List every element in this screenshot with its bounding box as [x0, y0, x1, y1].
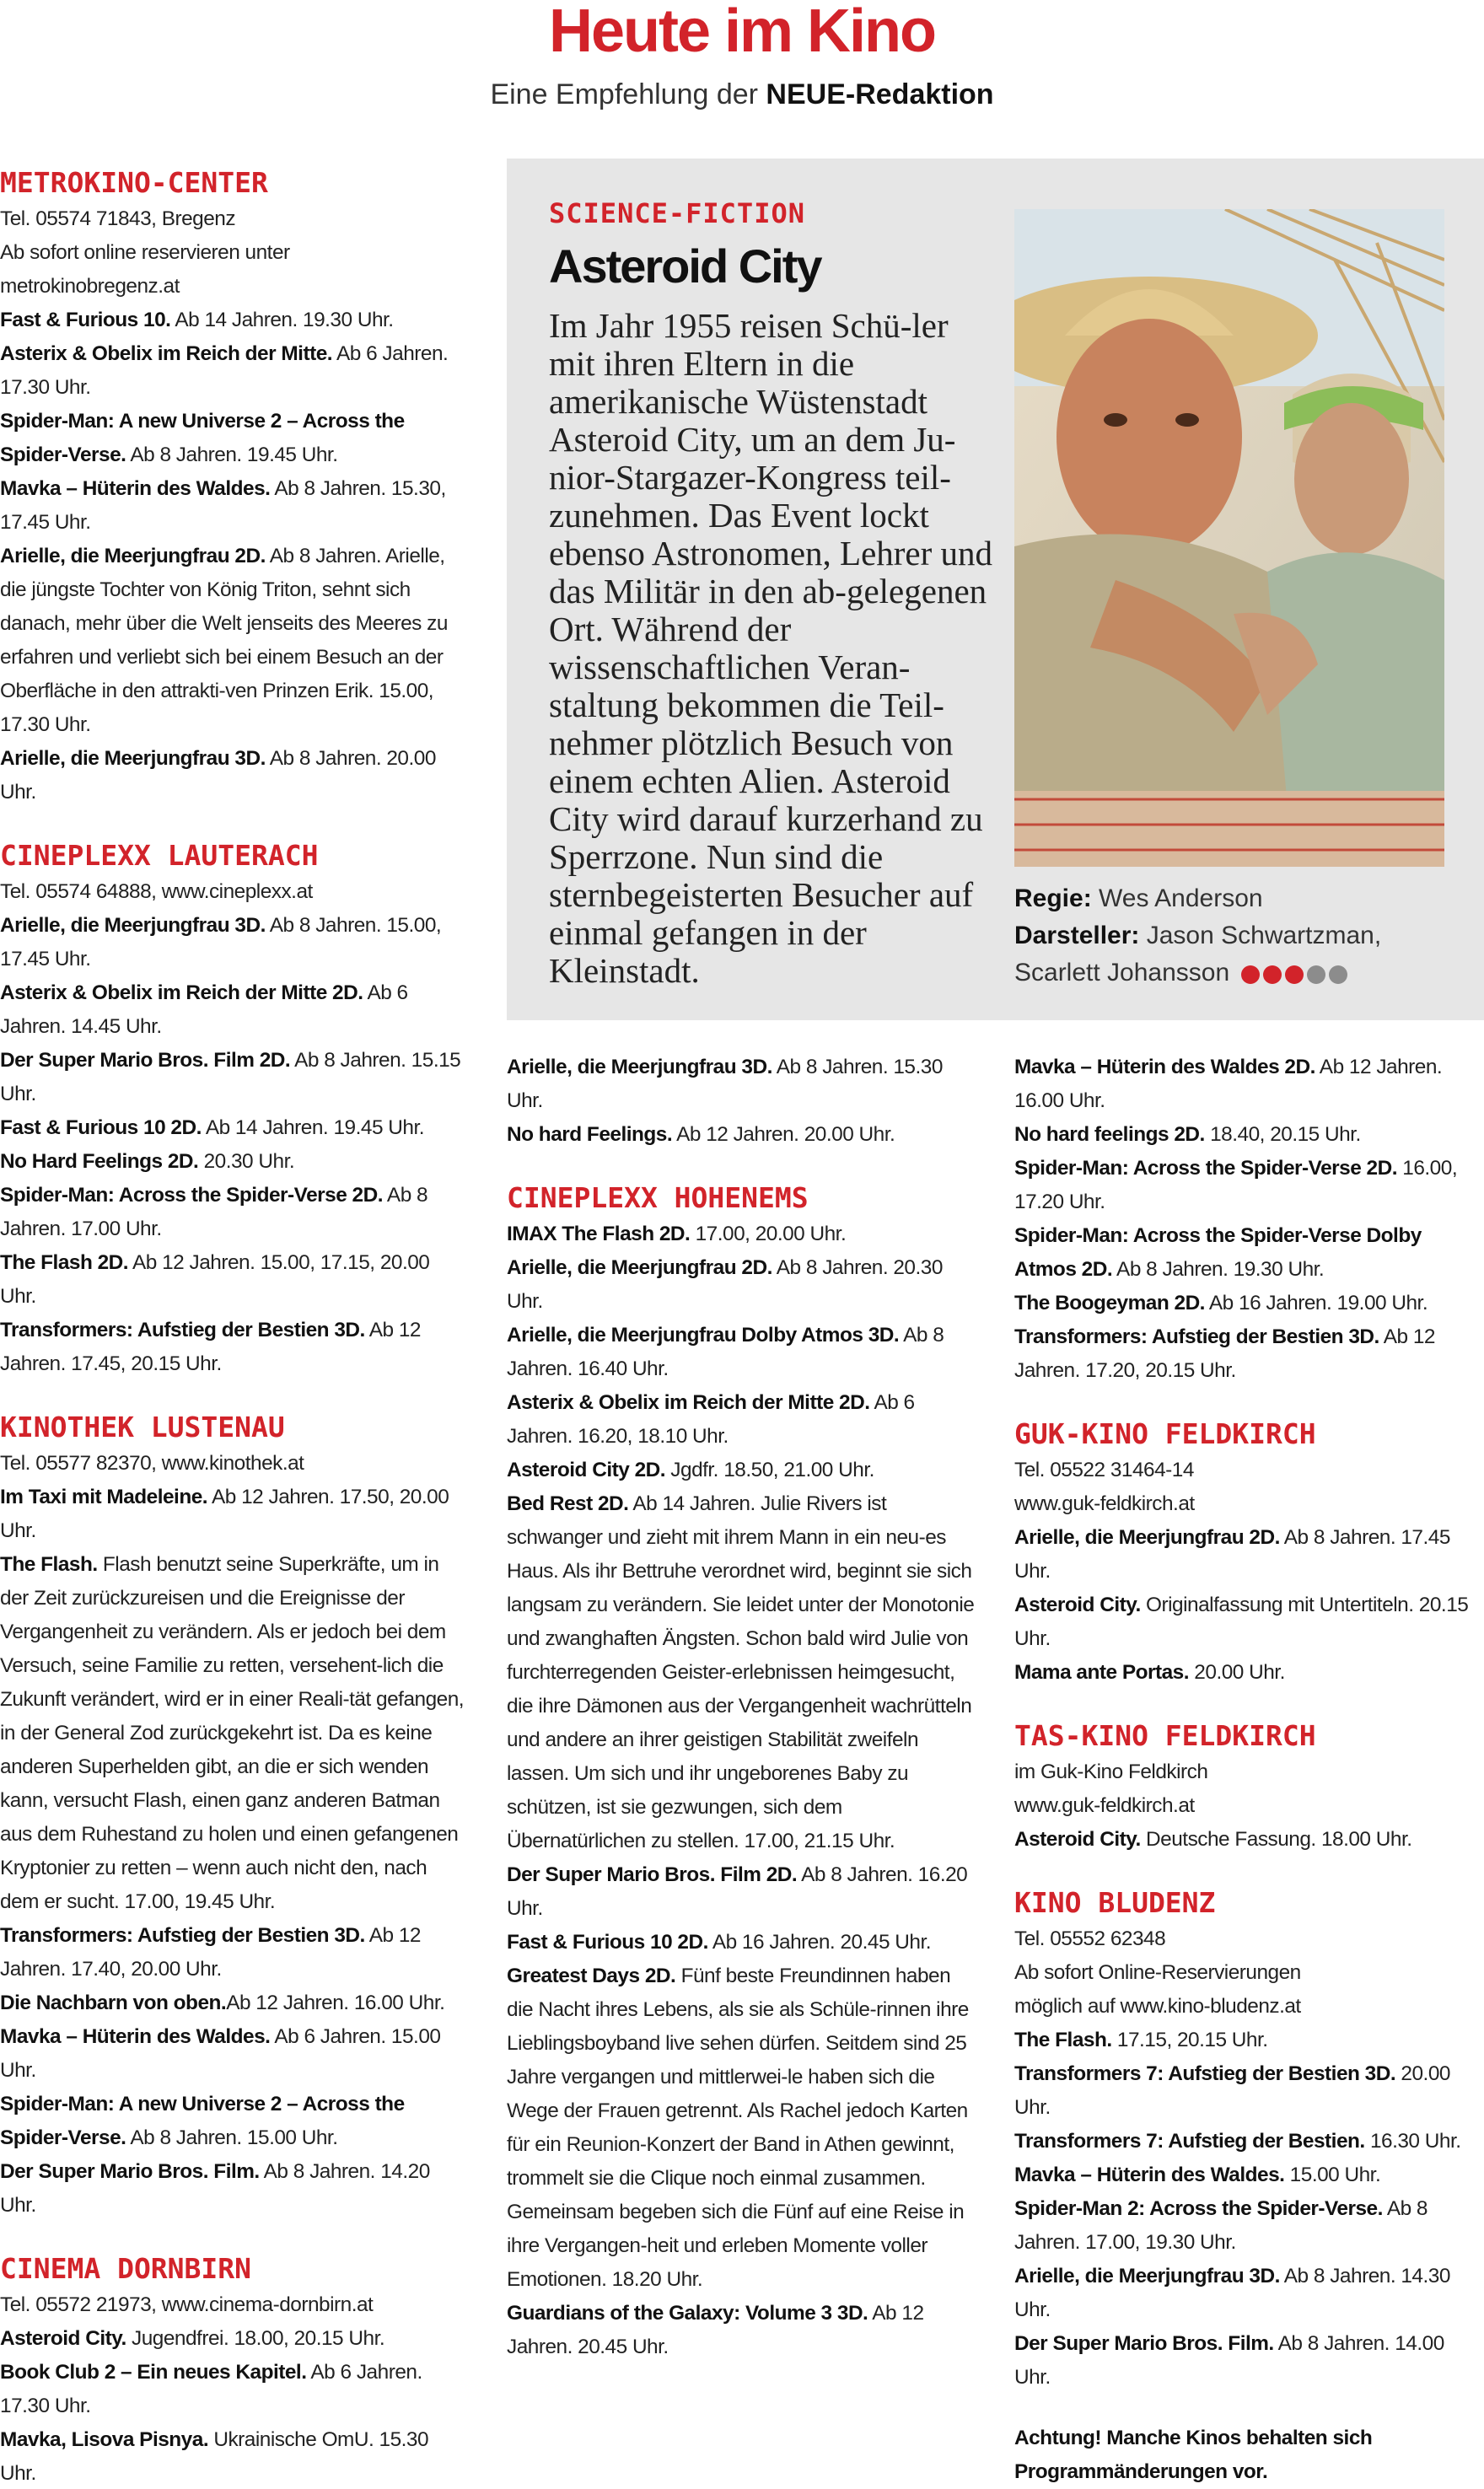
movie-listing — [507, 1386, 979, 1454]
rating-dot-empty — [1329, 965, 1347, 984]
movie-title: Asteroid City. — [0, 2327, 126, 2350]
cinema-info: Ab sofort Online-Reservierungen — [1014, 1961, 1301, 1984]
movie-title: Guardians of the Galaxy: Volume 3 3D. — [507, 2302, 868, 2325]
movie-info: Ab 8 Jahren. 15.30, 17.45 Uhr. — [0, 477, 446, 534]
movie-listing — [1014, 2158, 1484, 2192]
movie-listing — [0, 540, 465, 742]
movie-info: Ukrainische OmU. 15.30 Uhr. — [0, 2428, 429, 2485]
movie-listing — [1014, 1051, 1484, 1118]
page-title: Heute im Kino — [548, 0, 936, 65]
movie-title: Mavka – Hüterin des Waldes. — [1014, 2164, 1285, 2186]
movie-listing — [1014, 1320, 1484, 1388]
movie-title: Arielle, die Meerjungfrau 3D. — [1014, 2265, 1280, 2287]
movie-listing — [0, 976, 465, 1044]
movie-title: No hard Feelings. — [507, 1123, 673, 1146]
movie-listing — [507, 1454, 979, 1487]
movie-listing — [0, 1111, 465, 1145]
movie-listing — [507, 1051, 979, 1118]
movie-title: Bed Rest 2D. — [507, 1492, 629, 1515]
movie-info: Ab 12 Jahren. 20.45 Uhr. — [507, 2302, 924, 2358]
movie-listing — [0, 2322, 465, 2356]
feature-box — [507, 159, 1484, 1020]
movie-listing — [1014, 1219, 1484, 1287]
movie-info: Ab 8 Jahren. 20.30 Uhr. — [507, 1256, 943, 1313]
movie-title: Spider-Man: Across the Spider-Verse 2D. — [0, 1184, 383, 1207]
movie-title: The Flash 2D. — [0, 1251, 129, 1274]
movie-info: 15.00 Uhr. — [1284, 2164, 1381, 2186]
movie-listing — [0, 1548, 465, 1919]
movie-title: Fast & Furious 10 2D. — [507, 1931, 708, 1954]
movie-listing — [0, 304, 465, 337]
cinema-name: CINEMA DORNBIRN — [0, 2252, 252, 2285]
feature-description: Im Jahr 1955 reisen Schü-ler mit ihren Eltern in die amerikanische Wüstenstadt Asteroid City, um an dem Ju-nior-Stargazer-Kongress teil-zunehmen. Das Event lockt ebenso Astronomen, Lehrer und das Militär in den ab-gelegenen Ort. Während der wissenschaftlichen Veran-staltung bekommen die Teil-nehmer plötzlich Besuch von einem echten Alien. Asteroid City wird darauf kurzerhand zu Sperrzone. Nun sind die sternbegeisterten Besucher auf einmal gefangen in der Kleinstadt. — [549, 306, 993, 990]
movie-title: Mavka – Hüterin des Waldes. — [0, 2025, 271, 2048]
listing-column-2 — [507, 1051, 979, 2364]
movie-info: 17.15, 20.15 Uhr. — [1111, 2029, 1268, 2051]
movie-title: Arielle, die Meerjungfrau 2D. — [1014, 1526, 1280, 1549]
movie-listing — [1014, 1521, 1484, 1589]
movie-info: Ab 8 Jahren. 16.20 Uhr. — [507, 1863, 968, 1920]
movie-listing — [0, 1246, 465, 1314]
movie-title: Mavka – Hüterin des Waldes 2D. — [1014, 1056, 1315, 1078]
cinema-name: KINOTHEK LUSTENAU — [0, 1411, 285, 1443]
movie-listing — [1014, 1118, 1484, 1152]
listing-column-3 — [1014, 1051, 1484, 2489]
movie-title: Der Super Mario Bros. Film 2D. — [0, 1049, 291, 1072]
movie-title: Arielle, die Meerjungfrau 3D. — [507, 1056, 772, 1078]
movie-info: 20.30 Uhr. — [198, 1150, 295, 1173]
movie-title: Greatest Days 2D. — [507, 1965, 676, 1987]
movie-listing — [1014, 2260, 1484, 2327]
movie-listing — [1014, 2057, 1484, 2125]
movie-info: Jugendfrei. 18.00, 20.15 Uhr. — [126, 2327, 385, 2350]
movie-title: Arielle, die Meerjungfrau 2D. — [0, 545, 266, 567]
movie-title: Book Club 2 – Ein neues Kapitel. — [0, 2361, 307, 2384]
movie-info: Ab 14 Jahren. Julie Rivers ist schwanger und zieht mit ihrem Mann in ein neu-es Haus. Als ihr Bettruhe verordnet wird, beginnt sie sich langsam zu verändern. Sie leidet unter der Monotonie und zwanghaften Ängsten. Schon bald wird Julie von furchterregenden Geister-erlebnissen heimgesucht, die ihre Dämonen aus der Vergangenheit wachrütteln und andere an ihrer geistigen Stabilität zweifeln lassen. Um sich und ihr ungeborenes Baby zu schützen, ist sie gezwungen, sich dem Übernatürlichen zu stellen. 17.00, 21.15 Uhr. — [507, 1492, 975, 1852]
movie-title: Spider-Man: A new Universe 2 – Across the Spider-Verse. — [0, 2093, 405, 2149]
movie-listing — [0, 2088, 465, 2155]
movie-listing — [507, 1487, 979, 1858]
movie-title: Fast & Furious 10 2D. — [0, 1116, 202, 1139]
cinema-info: www.guk-feldkirch.at — [1014, 1794, 1195, 1817]
movie-info: Ab 6 Jahren. 16.20, 18.10 Uhr. — [507, 1391, 915, 1448]
movie-listing — [0, 2356, 465, 2423]
program-note: Achtung! Manche Kinos behalten sich Programmänderungen vor. — [1014, 2427, 1373, 2483]
movie-listing — [1014, 2327, 1484, 2395]
movie-listing — [0, 1986, 465, 2020]
movie-info: Ab 12 Jahren. 17.40, 20.00 Uhr. — [0, 1924, 421, 1981]
movie-title: Spider-Man: A new Universe 2 – Across the Spider-Verse. — [0, 410, 405, 466]
cinema-name: KINO BLUDENZ — [1014, 1886, 1216, 1919]
cinema-name: TAS-KINO FELDKIRCH — [1014, 1719, 1316, 1752]
movie-listing — [0, 337, 465, 405]
movie-info: Ab 8 Jahren. 17.00 Uhr. — [0, 1184, 428, 1240]
movie-info: Ab 8 Jahren. 14.00 Uhr. — [1014, 2332, 1444, 2389]
movie-info: Ab 8 Jahren. 14.30 Uhr. — [1014, 2265, 1450, 2321]
movie-info: Ab 8 Jahren. 19.45 Uhr. — [126, 444, 338, 466]
movie-title: Im Taxi mit Madeleine. — [0, 1486, 208, 1508]
movie-info: Ab 6 Jahren. 15.00 Uhr. — [0, 2025, 441, 2082]
movie-info: Ab 12 Jahren. 17.50, 20.00 Uhr. — [0, 1486, 449, 1542]
movie-info: Ab 8 Jahren. 15.00, 17.45 Uhr. — [0, 914, 442, 970]
movie-listing — [0, 1044, 465, 1111]
cinema-name: CINEPLEXX LAUTERACH — [0, 839, 319, 872]
movie-listing — [0, 1145, 465, 1179]
movie-info: 20.00 Uhr. — [1189, 1661, 1285, 1684]
movie-listing — [507, 1218, 979, 1251]
movie-title: The Flash. — [0, 1553, 98, 1576]
movie-info: Ab 8 Jahren. 17.45 Uhr. — [1014, 1526, 1450, 1583]
movie-listing — [0, 2020, 465, 2088]
movie-info: Ab 16 Jahren. 19.00 Uhr. — [1204, 1292, 1428, 1314]
movie-info: Ab 12 Jahren. 15.00, 17.15, 20.00 Uhr. — [0, 1251, 430, 1308]
feature-credits — [1014, 880, 1453, 992]
movie-title: Spider-Man: Across the Spider-Verse 2D. — [1014, 1157, 1397, 1180]
cinema-name: CINEPLEXX HOHENEMS — [507, 1181, 809, 1214]
movie-listing — [507, 1251, 979, 1319]
rating-dot-filled — [1285, 965, 1304, 984]
movie-title: Asteroid City 2D. — [507, 1459, 666, 1481]
cinema-info: Tel. 05574 64888, www.cineplexx.at — [0, 880, 313, 903]
movie-title: Transformers 7: Aufstieg der Bestien 3D. — [1014, 2062, 1396, 2085]
cinema-info: Tel. 05577 82370, www.kinothek.at — [0, 1452, 304, 1475]
movie-info: 18.40, 20.15 Uhr. — [1204, 1123, 1361, 1146]
movie-listing — [507, 1858, 979, 1926]
movie-info: Ab 8 Jahren. 15.00 Uhr. — [126, 2126, 338, 2149]
movie-listing — [507, 1118, 979, 1152]
movie-title: No Hard Feelings 2D. — [0, 1150, 199, 1173]
movie-info: Flash benutzt seine Superkräfte, um in der Zeit zurückzureisen und die Ereignisse der Vergangenheit zu verändern. Als er jedoch bei dem Versuch, seine Familie zu retten, versehent-lich die Zukunft verändert, wird er in einer Reali-tät gefangen, in der General Zod zurückgekehrt ist. Da es keine anderen Superhelden gibt, an die er sich wenden kann, versucht Flash, einen ganz anderen Batman aus dem Ruhestand zu holen und einen gefangenen Kryptonier zu retten – wenn auch nicht den, nach dem er sucht. 17.00, 19.45 Uhr. — [0, 1553, 465, 1913]
movie-listing — [1014, 2125, 1484, 2158]
movie-title: Transformers: Aufstieg der Bestien 3D. — [0, 1319, 365, 1341]
movie-listing — [0, 742, 465, 809]
movie-info: Ab 8 Jahren. 15.30 Uhr. — [507, 1056, 943, 1112]
rating-dot-filled — [1263, 965, 1282, 984]
cinema-name: GUK-KINO FELDKIRCH — [1014, 1417, 1316, 1450]
cinema-info: Tel. 05574 71843, Bregenz — [0, 207, 236, 230]
movie-listing — [507, 2297, 979, 2364]
movie-title: Asterix & Obelix im Reich der Mitte 2D. — [0, 981, 363, 1004]
movie-info: Jgdfr. 18.50, 21.00 Uhr. — [665, 1459, 874, 1481]
movie-title: Arielle, die Meerjungfrau 3D. — [0, 914, 266, 937]
movie-title: IMAX The Flash 2D. — [507, 1223, 691, 1245]
movie-listing — [1014, 1823, 1484, 1857]
cast-names: Jason Schwartzman, Scarlett Johansson — [1014, 922, 1382, 986]
movie-info: Ab 12 Jahren. 17.45, 20.15 Uhr. — [0, 1319, 421, 1375]
listing-column-1 — [0, 164, 465, 2489]
movie-title: Mavka, Lisova Pisnya. — [0, 2428, 209, 2451]
movie-title: Spider-Man 2: Across the Spider-Verse. — [1014, 2197, 1383, 2220]
subtitle-prefix: Eine Empfehlung der — [490, 78, 766, 110]
page-header — [0, 0, 1484, 111]
movie-info: Ab 12 Jahren. 20.00 Uhr. — [672, 1123, 895, 1146]
cinema-info: Tel. 05522 31464-14 — [1014, 1459, 1194, 1481]
movie-info: Ab 14 Jahren. 19.30 Uhr. — [170, 309, 394, 331]
cast-line — [1014, 917, 1453, 992]
movie-info: Ab 12 Jahren. 16.00 Uhr. — [1014, 1056, 1443, 1112]
movie-title: Die Nachbarn von oben. — [0, 1992, 227, 2014]
cinema-info: Tel. 05552 62348 — [1014, 1927, 1166, 1950]
movie-title: No hard feelings 2D. — [1014, 1123, 1205, 1146]
movie-title: Spider-Man: Across the Spider-Verse Dolby Atmos 2D. — [1014, 1224, 1422, 1281]
cast-label: Darsteller: — [1014, 922, 1140, 949]
movie-info: Fünf beste Freundinnen haben die Nacht ihres Lebens, als sie als Schüle-rinnen ihre Lieblingsboyband live sehen dürfen. Seitdem sind 25 Jahre vergangen und mittlerwei-le haben sich die Wege der Frauen getrennt. Als Rachel jedoch Karten für ein Reunion-Konzert der Band in Athen gewinnt, trommelt sie die Clique noch einmal zusammen. Gemeinsam begeben sich die Fünf auf eine Reise in ihre Vergangen-heit und erleben Momente voller Emotionen. 18.20 Uhr. — [507, 1965, 969, 2291]
rating-dot-filled — [1241, 965, 1260, 984]
movie-info: Ab 16 Jahren. 20.45 Uhr. — [707, 1931, 932, 1954]
movie-info: Ab 12 Jahren. 17.20, 20.15 Uhr. — [1014, 1325, 1435, 1382]
movie-title: Mavka – Hüterin des Waldes. — [0, 477, 271, 500]
movie-info: Originalfassung mit Untertiteln. 20.15 Uhr. — [1014, 1594, 1469, 1650]
feature-photo — [1014, 209, 1444, 867]
movie-title: Asteroid City. — [1014, 1594, 1141, 1616]
movie-info: Ab 8 Jahren. 15.15 Uhr. — [0, 1049, 461, 1105]
cinema-info: im Guk-Kino Feldkirch — [1014, 1761, 1208, 1783]
movie-title: Der Super Mario Bros. Film. — [0, 2160, 260, 2183]
movie-listing — [0, 2423, 465, 2489]
movie-listing — [0, 909, 465, 976]
movie-listing — [0, 1919, 465, 1986]
movie-info: 17.00, 20.00 Uhr. — [690, 1223, 847, 1245]
movie-listing — [0, 472, 465, 540]
movie-listing — [1014, 2024, 1484, 2057]
movie-listing — [1014, 1287, 1484, 1320]
cinema-name: METROKINO-CENTER — [0, 166, 268, 199]
movie-title: The Flash. — [1014, 2029, 1112, 2051]
movie-listing — [0, 1481, 465, 1548]
movie-title: Mama ante Portas. — [1014, 1661, 1190, 1684]
movie-title: Arielle, die Meerjungfrau Dolby Atmos 3D. — [507, 1324, 900, 1347]
cinema-info: www.guk-feldkirch.at — [1014, 1492, 1195, 1515]
movie-info: Ab 8 Jahren. Arielle, die jüngste Tochter von König Triton, sehnt sich danach, mehr über die Welt jenseits des Meeres zu erfahren und verliebt sich bei einem Besuch an der Oberfläche in den attrakti-ven Prinzen Erik. 15.00, 17.30 Uhr. — [0, 545, 448, 736]
movie-listing — [0, 1314, 465, 1381]
movie-info: 16.00, 17.20 Uhr. — [1014, 1157, 1458, 1213]
feature-genre: SCIENCE-FICTION — [549, 197, 805, 229]
movie-title: The Boogeyman 2D. — [1014, 1292, 1205, 1314]
movie-title: Der Super Mario Bros. Film 2D. — [507, 1863, 798, 1886]
movie-info: 16.30 Uhr. — [1364, 2130, 1461, 2153]
rating-dots — [1241, 955, 1351, 992]
movie-info: Ab 8 Jahren. 17.00, 19.30 Uhr. — [1014, 2197, 1428, 2254]
movie-info: Ab 12 Jahren. 16.00 Uhr. — [226, 1992, 445, 2014]
movie-info: Ab 6 Jahren. 14.45 Uhr. — [0, 981, 408, 1038]
director-name: Wes Anderson — [1099, 884, 1263, 912]
movie-info: Ab 14 Jahren. 19.45 Uhr. — [201, 1116, 425, 1139]
feature-title: Asteroid City — [549, 239, 821, 293]
movie-info: Ab 8 Jahren. 16.40 Uhr. — [507, 1324, 944, 1380]
movie-info: Ab 8 Jahren. 19.30 Uhr. — [1112, 1258, 1325, 1281]
movie-listing — [1014, 1589, 1484, 1656]
movie-title: Transformers: Aufstieg der Bestien 3D. — [1014, 1325, 1379, 1348]
subtitle-brand: NEUE-Redaktion — [766, 78, 994, 110]
movie-listing — [507, 1319, 979, 1386]
movie-title: Transformers: Aufstieg der Bestien 3D. — [0, 1924, 365, 1947]
movie-listing — [1014, 2192, 1484, 2260]
director-line — [1014, 880, 1453, 917]
movie-title: Arielle, die Meerjungfrau 3D. — [0, 747, 266, 770]
page-subtitle — [0, 78, 1484, 111]
movie-info: 20.00 Uhr. — [1014, 2062, 1450, 2119]
movie-info: Ab 8 Jahren. 20.00 Uhr. — [0, 747, 436, 804]
movie-title: Transformers 7: Aufstieg der Bestien. — [1014, 2130, 1365, 2153]
cinema-info: möglich auf www.kino-bludenz.at — [1014, 1995, 1301, 2018]
movie-listing — [1014, 1152, 1484, 1219]
movie-listing — [1014, 1656, 1484, 1690]
cinema-info: metrokinobregenz.at — [0, 275, 180, 298]
movie-info: Ab 8 Jahren. 14.20 Uhr. — [0, 2160, 430, 2217]
movie-info: Ab 6 Jahren. 17.30 Uhr. — [0, 2361, 422, 2417]
movie-title: Fast & Furious 10. — [0, 309, 171, 331]
cinema-info: Ab sofort online reservieren unter — [0, 241, 290, 264]
movie-listing — [0, 1179, 465, 1246]
director-label: Regie: — [1014, 884, 1092, 912]
movie-title: Asterix & Obelix im Reich der Mitte 2D. — [507, 1391, 870, 1414]
movie-title: Der Super Mario Bros. Film. — [1014, 2332, 1274, 2355]
movie-title: Asterix & Obelix im Reich der Mitte. — [0, 342, 333, 365]
movie-listing — [0, 405, 465, 472]
movie-listing — [507, 1926, 979, 1959]
movie-listing — [507, 1959, 979, 2297]
movie-title: Asteroid City. — [1014, 1828, 1141, 1851]
movie-info: Deutsche Fassung. 18.00 Uhr. — [1140, 1828, 1412, 1851]
movie-listing — [0, 2155, 465, 2223]
movie-info: Ab 6 Jahren. 17.30 Uhr. — [0, 342, 449, 399]
movie-title: Arielle, die Meerjungfrau 2D. — [507, 1256, 772, 1279]
rating-dot-empty — [1307, 965, 1325, 984]
cinema-info: Tel. 05572 21973, www.cinema-dornbirn.at — [0, 2293, 374, 2316]
